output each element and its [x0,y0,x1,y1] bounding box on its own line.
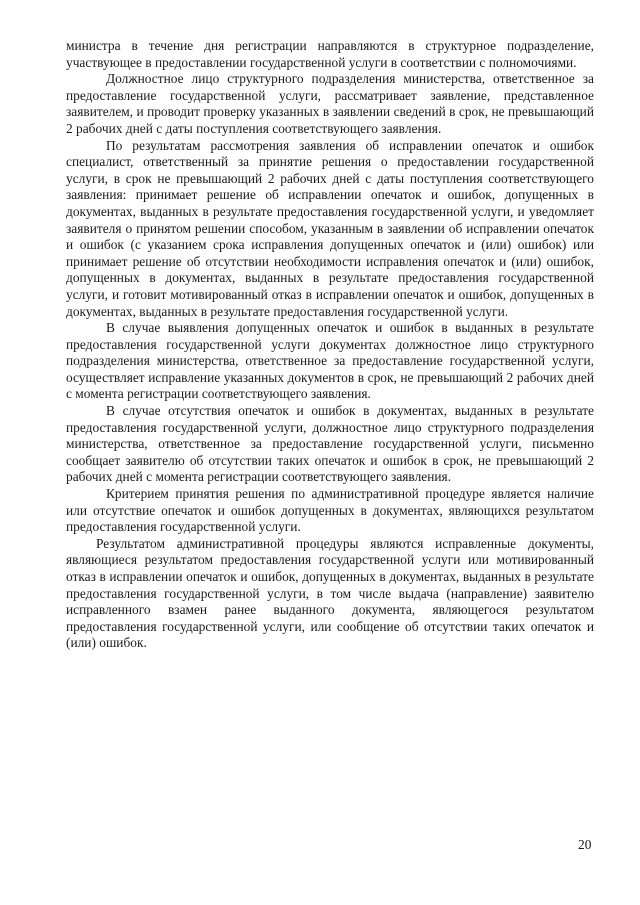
paragraph-6: Критерием принятия решения по административной процедуре является наличие или отсутствие опечаток и ошибок допущенных в документах, являющихся результатом предоставления государственной услуги. [66,486,594,535]
document-page [66,38,594,652]
paragraph-2: Должностное лицо структурного подразделения министерства, ответственное за предоставление государственной услуги, рассматривает заявление, представленное заявителем, и проводит проверку указанных в заявлении сведений в срок, не превышающий 2 рабочих дней с даты поступления соответствующего заявления. [66,71,594,136]
paragraph-5: В случае отсутствия опечаток и ошибок в документах, выданных в результате предоставления государственной услуги, должностное лицо структурного подразделения министерства, ответственное за предоставление государственной услуги, письменно сообщает заявителю об отсутствии таких опечаток и ошибок в срок, не превышающий 2 рабочих дней с момента регистрации соответствующего заявления. [66,403,594,485]
paragraph-3: По результатам рассмотрения заявления об исправлении опечаток и ошибок специалист, ответственный за принятие решения о предоставлении государственной услуги, в срок не превышающий 2 рабочих дней с даты поступления соответствующего заявления: принимает решение об исправлении опечаток и ошибок, допущенных в документах, выданных в результате предоставления государственной услуги, и уведомляет заявителя о принятом решении способом, указанным в заявлении об исправлении опечаток и ошибок (с указанием срока исправления допущенных опечаток и (или) ошибок) или принимает решение об отсутствии необходимости исправления опечаток и (или) ошибок, допущенных в документах, выданных в результате предоставления государственной услуги, и готовит мотивированный отказ в исправлении опечаток и ошибок, допущенных в документах, выданных в результате предоставления государственной услуги. [66,137,594,319]
paragraph-7: Результатом административной процедуры являются исправленные документы, являющиеся результатом предоставления государственной услуги или мотивированный отказ в исправлении опечаток и ошибок, допущенных в документах, выданных в результате предоставления государственной услуги, в том числе выдача (направление) заявителю исправленного взамен ранее выданного документа, являющегося результатом предоставления государственной услуги, или сообщение об отсутствии таких опечаток и (или) ошибок. [66,535,594,651]
page-number: 20 [578,837,592,852]
paragraph-4: В случае выявления допущенных опечаток и ошибок в выданных в результате предоставления государственной услуги документах должностное лицо структурного подразделения министерства, ответственное за предоставление государственной услуги, осуществляет исправление указанных документов в срок, не превышающий 2 рабочих дней с момента регистрации соответствующего заявления. [66,320,594,402]
paragraph-1: министра в течение дня регистрации направляются в структурное подразделение, участвующее в предоставлении государственной услуги в соответствии с полномочиями. [66,38,594,70]
